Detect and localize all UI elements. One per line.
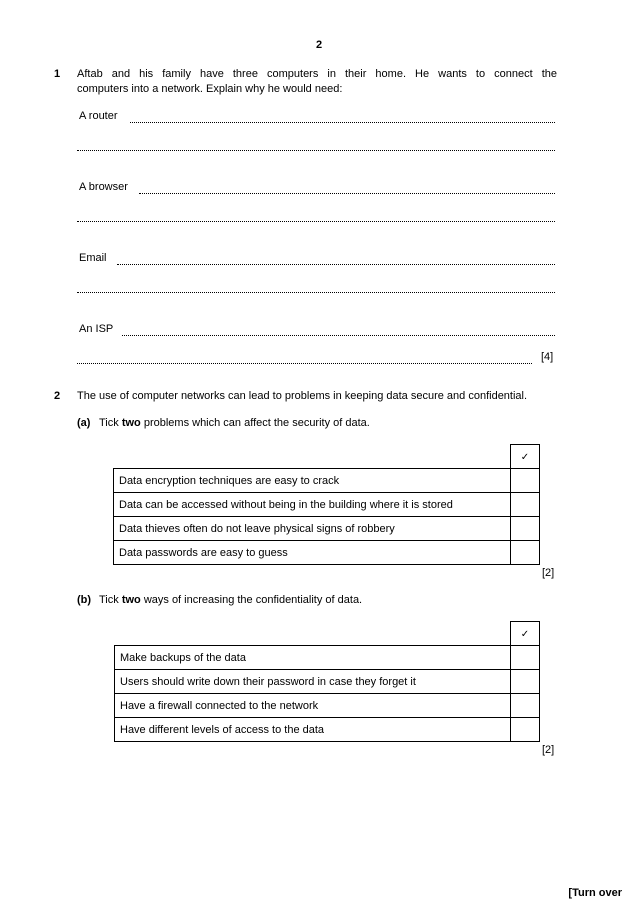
option-text: Have a firewall connected to the network — [115, 694, 511, 718]
table-row — [114, 541, 540, 565]
part-a-instruction: Tick two problems which can affect the security of data. — [99, 417, 370, 429]
tick-box[interactable] — [511, 718, 540, 742]
table-row — [115, 646, 540, 670]
answer-line-router-2[interactable] — [77, 150, 555, 151]
option-text: Make backups of the data — [115, 646, 511, 670]
part-b-instruction: Tick two ways of increasing the confidentiality of data. — [99, 594, 363, 606]
tick-box[interactable] — [511, 670, 540, 694]
question-2-number: 2 — [54, 390, 61, 402]
question-1-number: 1 — [54, 68, 61, 80]
part-a-marks: [2] — [542, 567, 555, 579]
answer-line-email-2[interactable] — [77, 292, 555, 293]
tick-box[interactable] — [511, 493, 540, 517]
answer-line-isp-2[interactable] — [77, 363, 532, 364]
question-1-marks: [4] — [541, 351, 554, 363]
table-row — [114, 469, 540, 493]
table-row — [115, 670, 540, 694]
question-1-line-2: computers into a network. Explain why he would need: — [77, 83, 343, 95]
answer-line-email-1[interactable] — [117, 264, 555, 265]
answer-line-isp-1[interactable] — [122, 335, 555, 336]
answer-line-browser-1[interactable] — [139, 193, 555, 194]
tick-column-header — [511, 445, 540, 469]
page-number: 2 — [315, 39, 323, 51]
part-b-tick-table — [114, 621, 540, 742]
answer-label-browser: A browser — [79, 181, 128, 193]
tick-box[interactable] — [511, 694, 540, 718]
checkmark-icon: ✓ — [520, 628, 530, 640]
part-b-marks: [2] — [542, 744, 555, 756]
table-row — [114, 517, 540, 541]
option-text: Data encryption techniques are easy to crack — [114, 469, 511, 493]
option-text: Users should write down their password in case they forget it — [115, 670, 511, 694]
option-text: Data thieves often do not leave physical signs of robbery — [114, 517, 511, 541]
answer-label-router: A router — [79, 110, 118, 122]
turn-over-label: [Turn over — [568, 887, 622, 899]
option-text: Have different levels of access to the data — [115, 718, 511, 742]
tick-box[interactable] — [511, 646, 540, 670]
part-b-label: (b) — [77, 594, 92, 606]
table-row — [114, 493, 540, 517]
part-a-label: (a) — [77, 417, 91, 429]
answer-label-isp: An ISP — [79, 323, 114, 335]
answer-line-router-1[interactable] — [130, 122, 555, 123]
tick-box[interactable] — [511, 469, 540, 493]
answer-label-email: Email — [79, 252, 107, 264]
table-row — [115, 718, 540, 742]
part-a-tick-table — [113, 444, 540, 565]
answer-line-browser-2[interactable] — [77, 221, 555, 222]
tick-box[interactable] — [511, 541, 540, 565]
option-text: Data can be accessed without being in the building where it is stored — [114, 493, 511, 517]
checkmark-icon: ✓ — [520, 451, 530, 463]
question-2-intro: The use of computer networks can lead to problems in keeping data secure and confidential. — [77, 390, 528, 402]
tick-box[interactable] — [511, 517, 540, 541]
option-text: Data passwords are easy to guess — [114, 541, 511, 565]
question-1-line-1: Aftab and his family have three computers in their home. He wants to connect the — [77, 68, 557, 80]
tick-column-header — [511, 622, 540, 646]
table-row — [115, 694, 540, 718]
